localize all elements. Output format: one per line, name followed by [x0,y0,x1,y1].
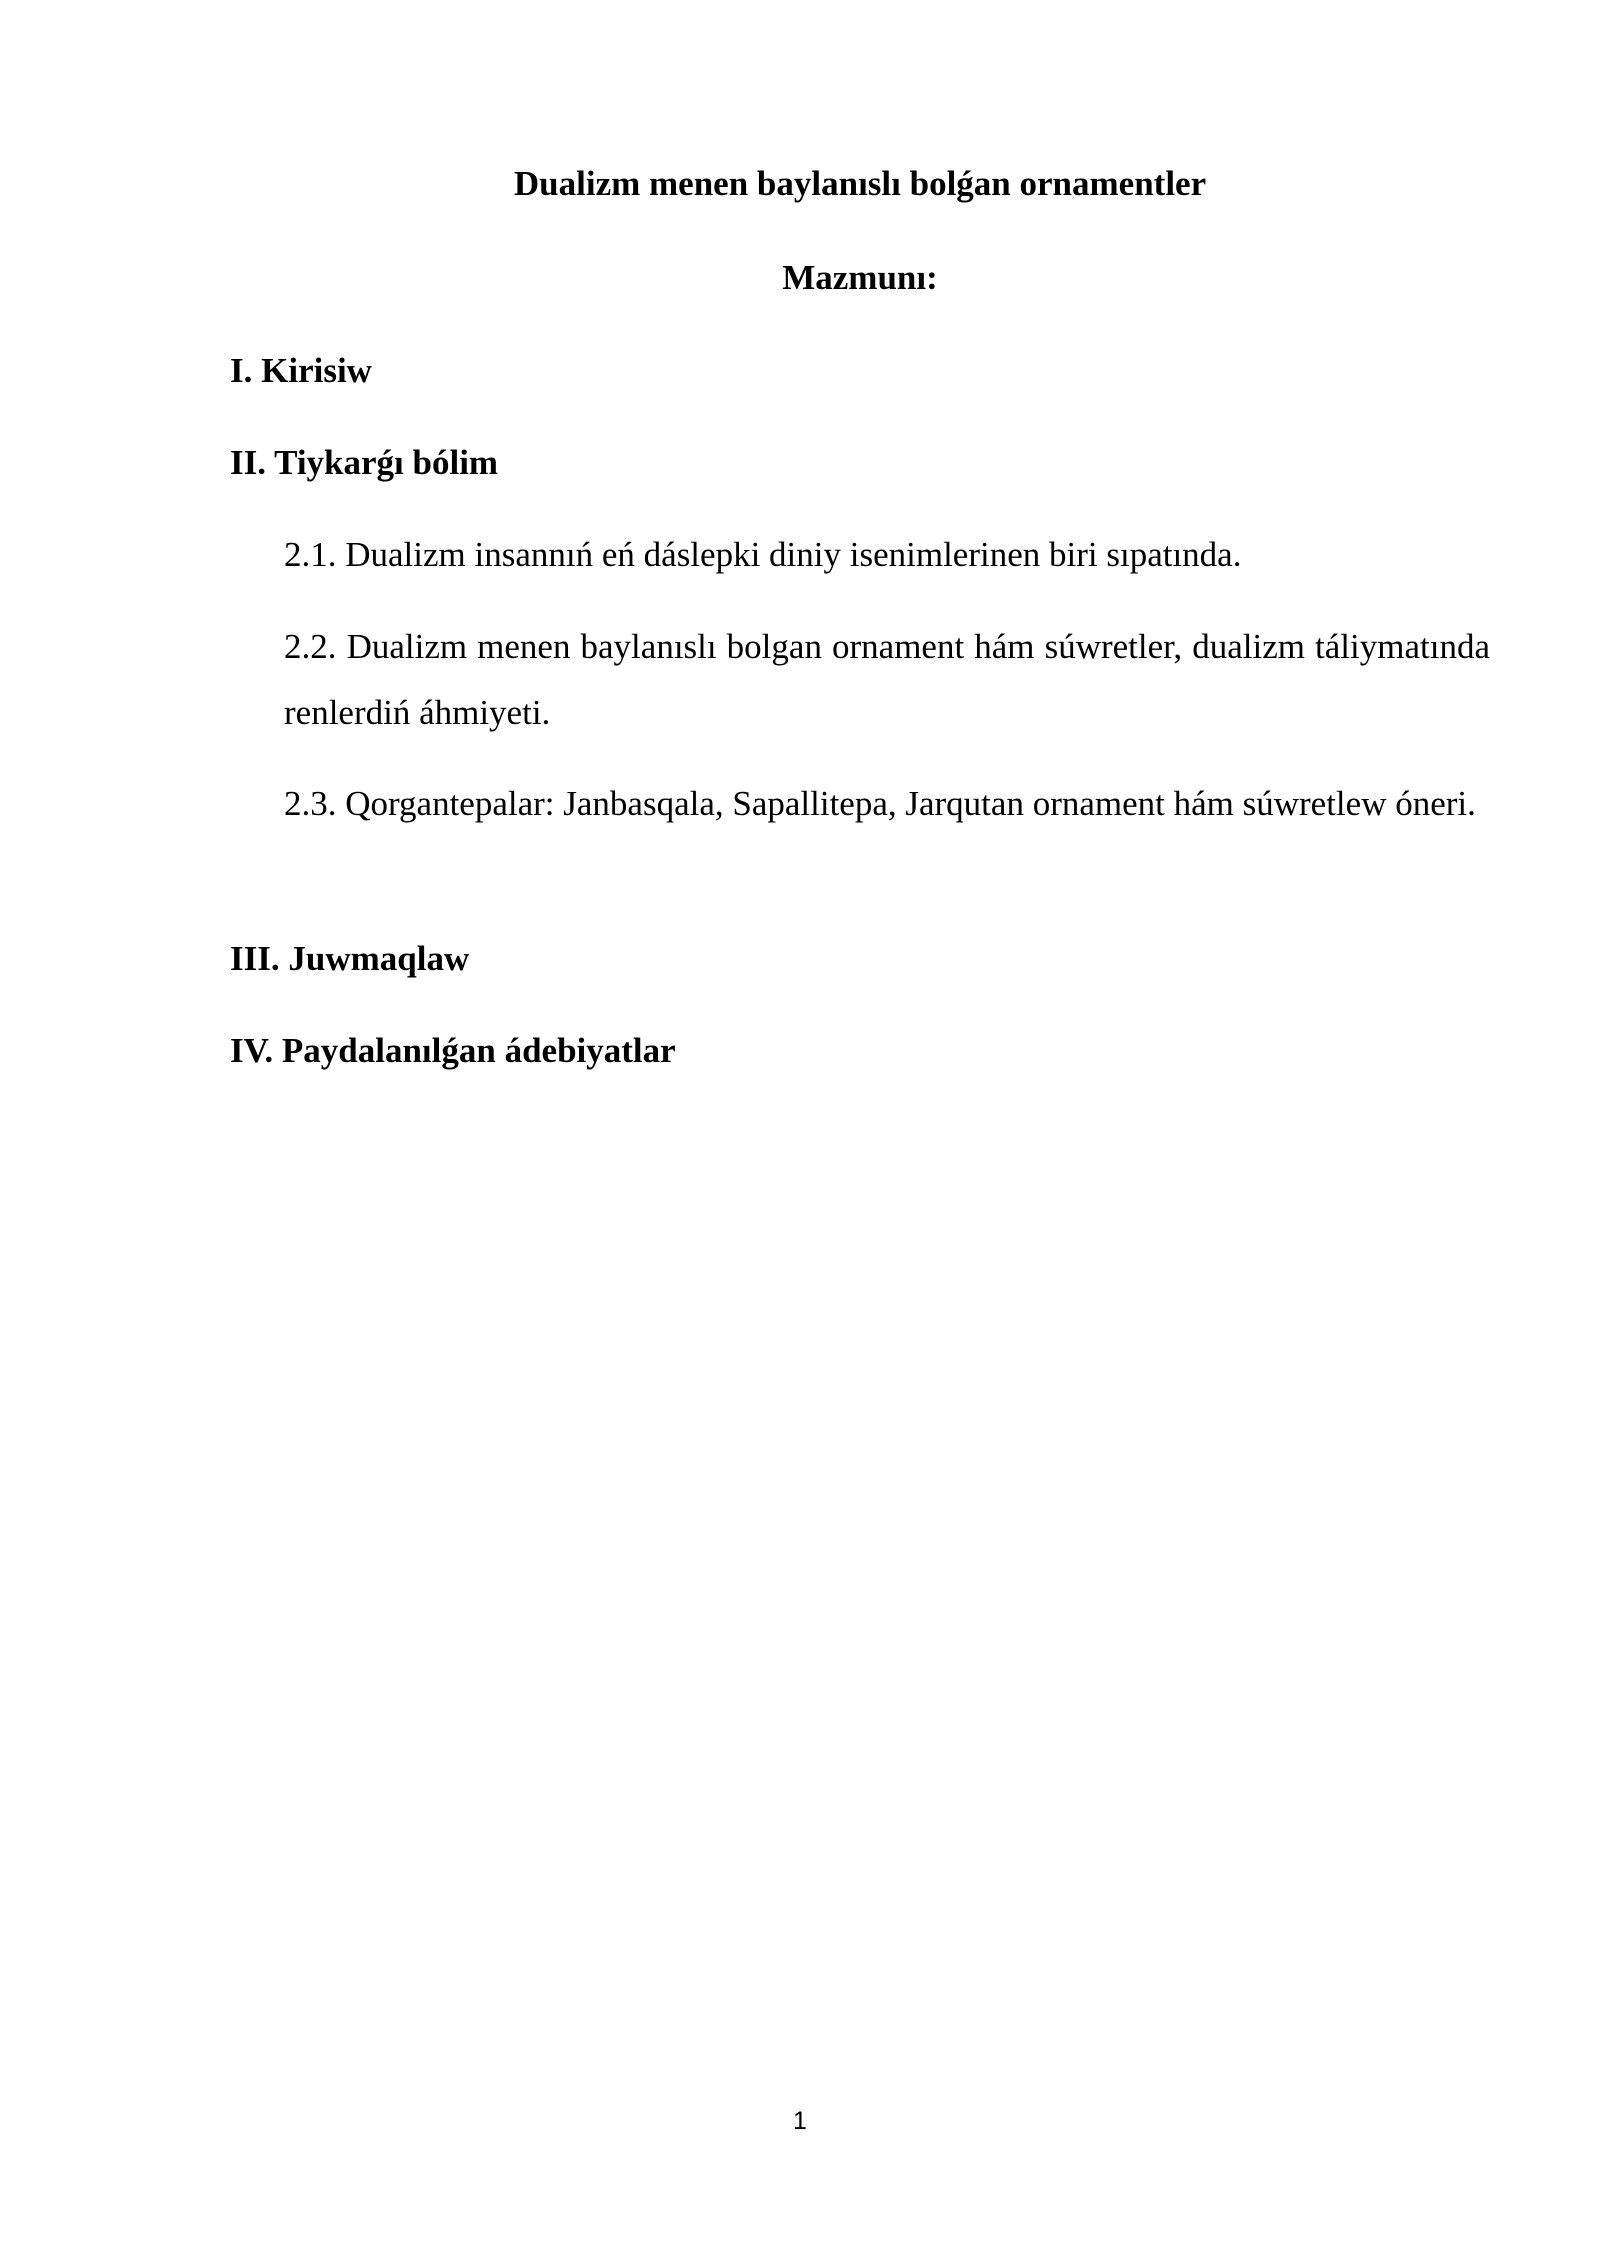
page-number: 1 [793,2107,807,2135]
toc-section-main: II. Tiykarǵı bólim [230,443,499,482]
toc-subsection-2-1: 2.1. Dualizm insannıń eń dáslepki diniy isenimlerinen biri sıpatında. [284,535,1242,574]
toc-subsection-2-2: 2.2. Dualizm menen baylanıslı bolgan ornament hám súwretler, dualizm táliymatında renlerdiń áhmiyeti. [284,627,1490,732]
toc-section-intro: I. Kirisiw [230,351,372,390]
toc-heading: Mazmunı: [782,258,938,297]
toc-section-references: IV. Paydalanılǵan ádebiyatlar [230,1031,676,1070]
toc-subsection-2-3: 2.3. Qorgantepalar: Janbasqala, Sapallitepa, Jarqutan ornament hám súwretlew óneri. [284,784,1476,823]
toc-section-conclusion: III. Juwmaqlaw [230,939,470,978]
document-title: Dualizm menen baylanıslı bolǵan ornamentler [513,164,1207,203]
